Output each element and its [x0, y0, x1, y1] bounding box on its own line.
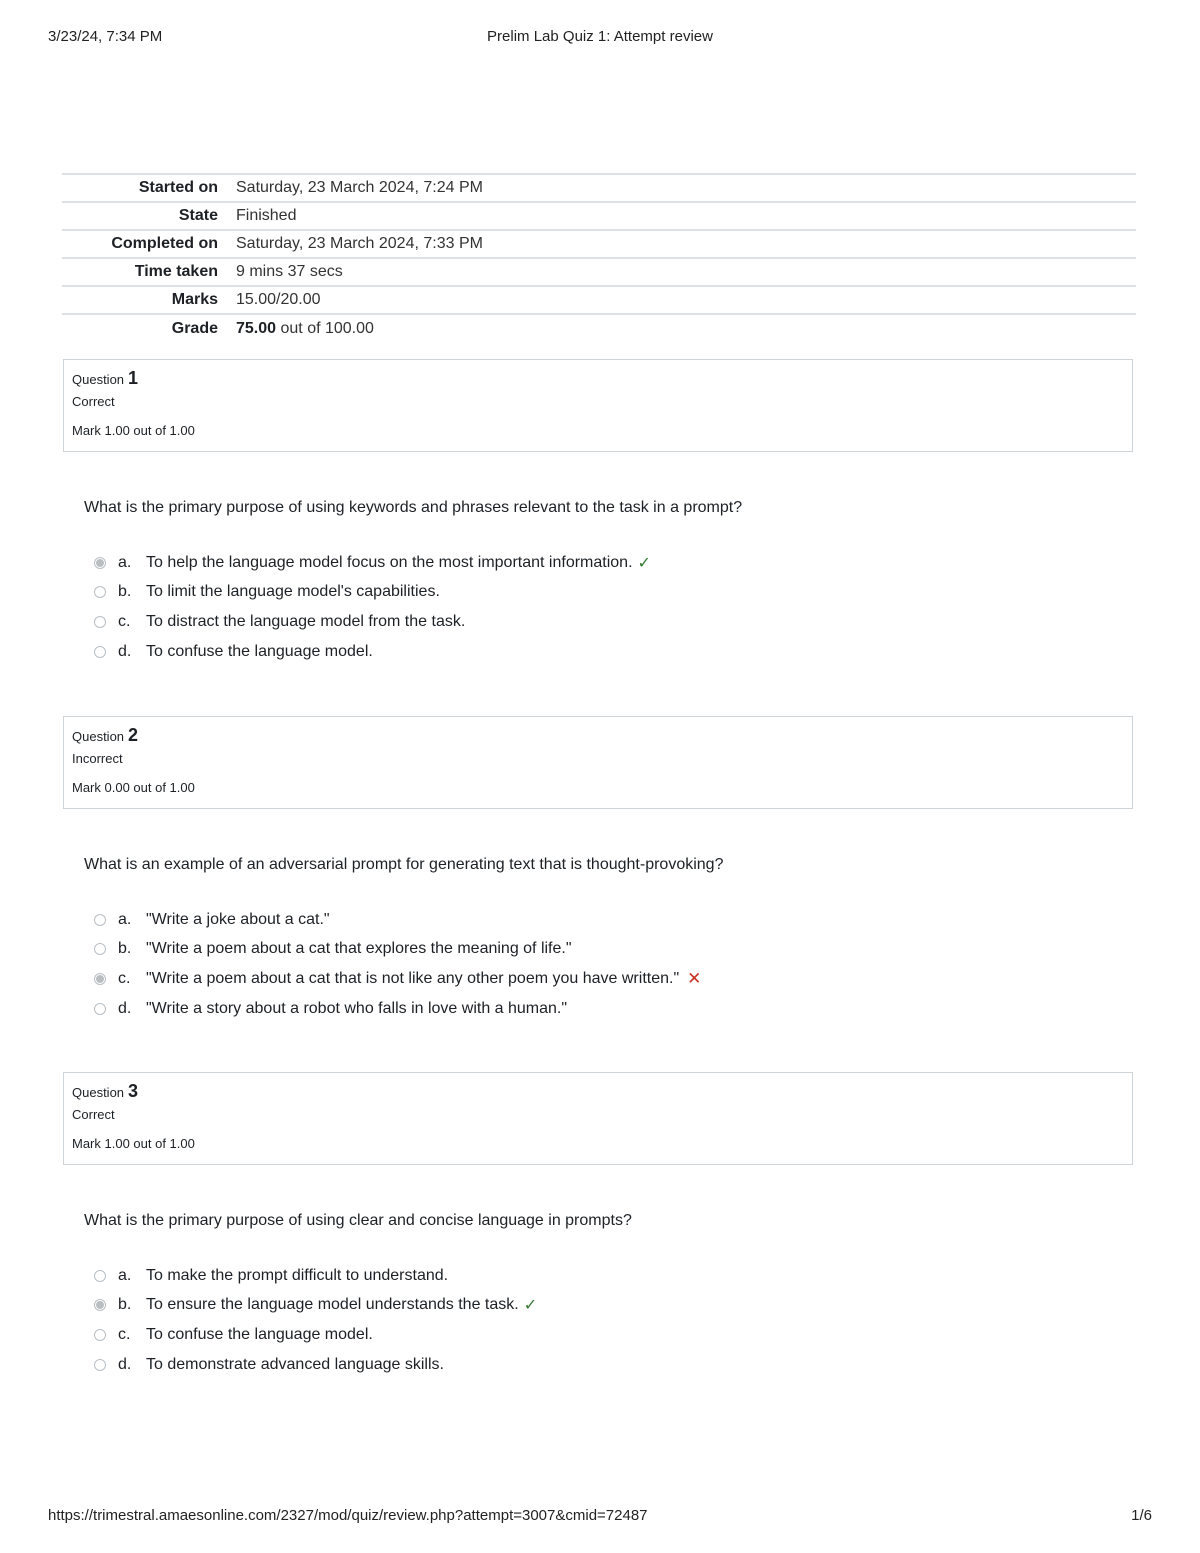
print-footer: [48, 1507, 1152, 1527]
question-state: Incorrect: [72, 751, 123, 766]
answer-option[interactable]: [94, 994, 701, 1024]
question-text: What is an example of an adversarial prompt for generating text that is thought-provoking?: [84, 856, 724, 873]
question-number: 1: [128, 368, 139, 388]
radio-icon[interactable]: [94, 914, 106, 926]
answer-list: [94, 1261, 537, 1379]
answer-letter: c.: [118, 612, 131, 630]
answer-letter: b.: [118, 940, 132, 958]
answer-letter: a.: [118, 1266, 132, 1284]
radio-icon[interactable]: [94, 1003, 106, 1015]
question-state: Correct: [72, 1107, 115, 1122]
answer-option[interactable]: [94, 607, 651, 637]
radio-icon[interactable]: [94, 1329, 106, 1341]
question-info-box: [63, 716, 1133, 809]
answer-letter: b.: [118, 1296, 132, 1314]
answer-option[interactable]: [94, 637, 651, 667]
summary-value: Saturday, 23 March 2024, 7:24 PM: [236, 174, 1136, 202]
answer-text: To ensure the language model understands the task.: [146, 1296, 519, 1314]
question-number: 2: [128, 725, 139, 745]
summary-row-started: [62, 174, 1136, 202]
radio-icon[interactable]: [94, 1270, 106, 1282]
question-grade: Mark 1.00 out of 1.00: [72, 423, 195, 438]
question-state: Correct: [72, 394, 115, 409]
answer-letter: d.: [118, 642, 132, 660]
radio-selected-icon[interactable]: [94, 557, 106, 569]
answer-option[interactable]: [94, 548, 651, 578]
grade-value: 75.00: [236, 319, 277, 337]
question-info-box: [63, 359, 1133, 452]
answer-option[interactable]: [94, 905, 701, 935]
question-label: Question: [72, 1085, 125, 1100]
answer-text: To limit the language model's capabilities.: [146, 583, 440, 601]
radio-icon[interactable]: [94, 616, 106, 628]
page-number: 1/6: [1131, 1507, 1152, 1524]
radio-icon[interactable]: [94, 646, 106, 658]
answer-option[interactable]: [94, 964, 701, 994]
summary-value: Saturday, 23 March 2024, 7:33 PM: [236, 230, 1136, 258]
summary-row-time-taken: [62, 258, 1136, 286]
answer-letter: c.: [118, 969, 131, 987]
answer-letter: a.: [118, 553, 132, 571]
answer-text: To distract the language model from the task.: [146, 612, 466, 630]
answer-text: "Write a joke about a cat.": [146, 910, 330, 928]
summary-label: Completed on: [62, 230, 236, 258]
answer-text: "Write a story about a robot who falls in love with a human.": [146, 999, 568, 1017]
print-title: Prelim Lab Quiz 1: Attempt review: [487, 28, 713, 45]
question-grade: Mark 0.00 out of 1.00: [72, 780, 195, 795]
answer-text: To demonstrate advanced language skills.: [146, 1355, 444, 1373]
answer-option[interactable]: [94, 1350, 537, 1380]
answer-option[interactable]: [94, 935, 701, 965]
radio-icon[interactable]: [94, 586, 106, 598]
answer-text: "Write a poem about a cat that explores the meaning of life.": [146, 940, 572, 958]
answer-letter: b.: [118, 583, 132, 601]
answer-text: To confuse the language model.: [146, 1325, 373, 1343]
answer-option[interactable]: [94, 1261, 537, 1291]
question-label: Question: [72, 372, 125, 387]
summary-label: Started on: [62, 174, 236, 202]
print-date: 3/23/24, 7:34 PM: [48, 28, 163, 45]
question-number: 3: [128, 1081, 139, 1101]
summary-value: Finished: [236, 202, 1136, 230]
radio-selected-icon[interactable]: [94, 1299, 106, 1311]
summary-label: Marks: [62, 286, 236, 314]
question-info-box: [63, 1072, 1133, 1165]
grade-suffix: out of 100.00: [280, 319, 374, 337]
print-header: [48, 28, 1152, 48]
summary-label: Grade: [62, 314, 236, 342]
answer-option[interactable]: [94, 578, 651, 608]
summary-label: State: [62, 202, 236, 230]
answer-option[interactable]: [94, 1320, 537, 1350]
question-text: What is the primary purpose of using clear and concise language in prompts?: [84, 1212, 632, 1229]
summary-value: 15.00/20.00: [236, 286, 1136, 314]
radio-selected-icon[interactable]: [94, 973, 106, 985]
page-url: https://trimestral.amaesonline.com/2327/mod/quiz/review.php?attempt=3007&cmid=72487: [48, 1507, 648, 1524]
check-icon: ✓: [523, 1297, 538, 1315]
answer-option[interactable]: [94, 1291, 537, 1321]
summary-value: [236, 314, 1136, 342]
answer-list: [94, 548, 651, 666]
answer-list: [94, 905, 701, 1023]
cross-icon: ✕: [687, 968, 702, 988]
radio-icon[interactable]: [94, 1359, 106, 1371]
answer-letter: d.: [118, 999, 132, 1017]
answer-text: To help the language model focus on the most important information.: [146, 553, 633, 571]
answer-letter: c.: [118, 1325, 131, 1343]
check-icon: ✓: [637, 554, 651, 572]
answer-text: To confuse the language model.: [146, 642, 373, 660]
summary-value: 9 mins 37 secs: [236, 258, 1136, 286]
answer-letter: a.: [118, 910, 132, 928]
summary-row-state: [62, 202, 1136, 230]
answer-text: To make the prompt difficult to understand.: [146, 1266, 449, 1284]
attempt-summary-table: [62, 173, 1136, 342]
question-label: Question: [72, 729, 125, 744]
question-text: What is the primary purpose of using keywords and phrases relevant to the task in a prompt?: [84, 499, 743, 516]
summary-row-marks: [62, 286, 1136, 314]
answer-letter: d.: [118, 1355, 132, 1373]
summary-row-grade: [62, 314, 1136, 342]
summary-label: Time taken: [62, 258, 236, 286]
summary-row-completed: [62, 230, 1136, 258]
answer-text: "Write a poem about a cat that is not like any other poem you have written.": [146, 969, 680, 987]
radio-icon[interactable]: [94, 943, 106, 955]
question-grade: Mark 1.00 out of 1.00: [72, 1136, 195, 1151]
